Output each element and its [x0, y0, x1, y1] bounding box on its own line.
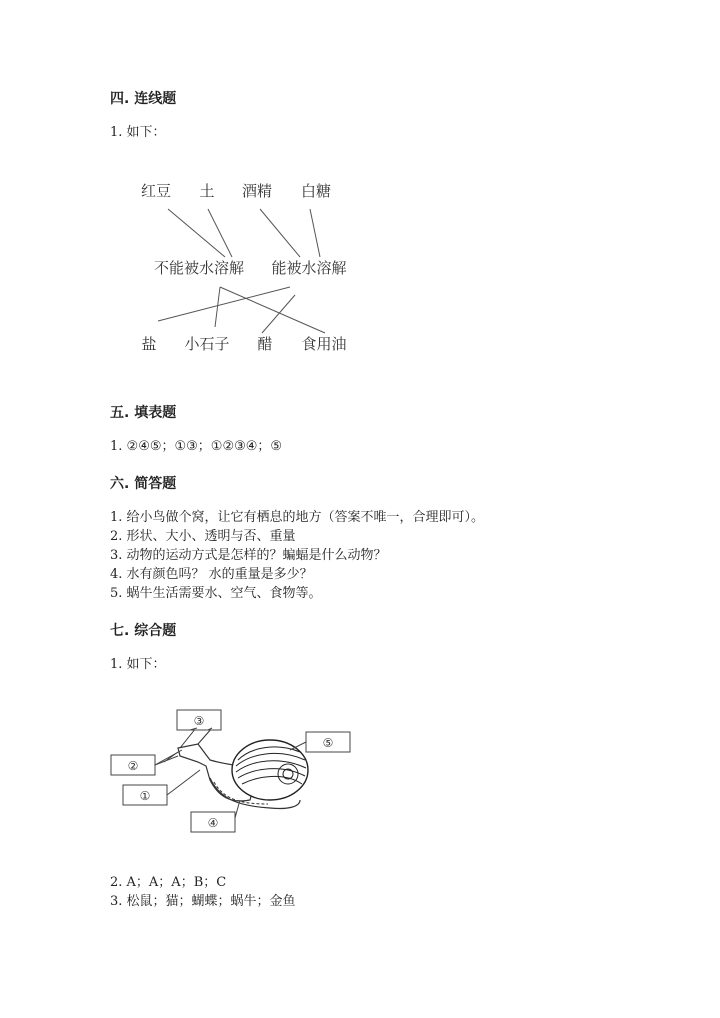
- section-7-title: 七. 综合题: [110, 623, 177, 639]
- match-line-xiaoshizi: [215, 287, 220, 327]
- label-2: ②: [127, 759, 139, 773]
- section-6-title: 六. 简答题: [110, 476, 177, 492]
- answer-line: 3. 动物的运动方式是怎样的？蝙蝠是什么动物？: [110, 548, 387, 563]
- section-5-answer: 1. ②④⑤；①③；①②③④；⑤: [110, 439, 283, 454]
- answer-line: 1. 给小鸟做个窝，让它有栖息的地方（答案不唯一，合理即可）。: [110, 510, 485, 525]
- top-item: 土: [199, 182, 215, 200]
- label-3: ③: [193, 714, 205, 728]
- answer-line: 2. 形状、大小、透明与否、重量: [110, 529, 296, 544]
- top-item: 红豆: [140, 182, 172, 200]
- bottom-item: 食用油: [301, 335, 347, 353]
- match-line-shiyongyou: [220, 287, 325, 333]
- middle-item: 不能被水溶解: [153, 259, 245, 277]
- section-7-answer-2: 2. A；A；A；B；C: [110, 875, 227, 890]
- answer-line: 4. 水有颜色吗？ 水的重量是多少？: [110, 567, 313, 582]
- top-item: 白糖: [300, 182, 332, 200]
- snail-shell: [232, 740, 308, 800]
- top-item: 酒精: [241, 182, 273, 200]
- match-line-baitang: [310, 209, 320, 257]
- match-line-tu: [208, 209, 232, 257]
- match-line-jiujing: [260, 209, 300, 257]
- match-line-cu: [262, 295, 295, 333]
- matching-diagram: [0, 170, 720, 360]
- section-5-title: 五. 填表题: [110, 405, 177, 421]
- bottom-item: 醋: [257, 335, 273, 353]
- snail-diagram: [100, 700, 370, 845]
- label-1: ①: [139, 789, 151, 803]
- match-line-yan: [158, 287, 290, 321]
- label-5: ⑤: [322, 736, 334, 750]
- answer-line: 5. 蜗牛生活需要水、空气、食物等。: [110, 586, 322, 601]
- section-7-question-1: 1. 如下：: [110, 657, 166, 672]
- bottom-item: 盐: [141, 335, 157, 353]
- label-4: ④: [207, 816, 219, 830]
- section-7-answer-3: 3. 松鼠；猫；蝴蝶；蜗牛；金鱼: [110, 894, 296, 909]
- bottom-item: 小石子: [184, 335, 230, 353]
- middle-item: 能被水溶解: [271, 259, 347, 277]
- section-4-question-1: 1. 如下：: [110, 125, 166, 140]
- match-line-hongdou: [168, 209, 225, 257]
- section-4-title: 四. 连线题: [110, 91, 177, 107]
